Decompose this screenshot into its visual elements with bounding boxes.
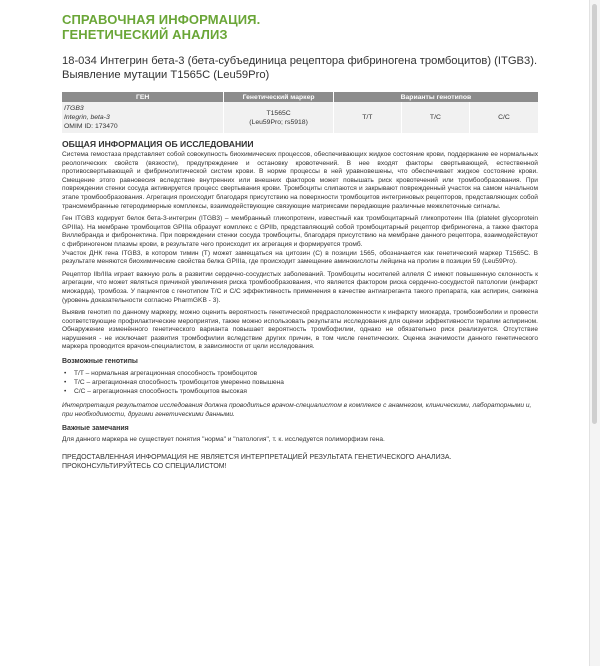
marker-cell [224, 102, 333, 133]
scrollbar[interactable] [589, 0, 600, 666]
interpretation-note: Интерпретация результатов исследования должна проводиться врачом-специалистом в комплексе с анамнезом, клиническими, лабораторными и, при необходимости, другими генетическими данными. [62, 402, 532, 418]
general-paragraph-5: Выявив генотип по данному маркеру, можно оценить вероятность генетической предрасположенности к инфаркту миокарда, тромбоэмболии и провести соответствующие профилактические мероприятия, также можно использовать результаты исследования для оценки эффективности терапии аспирином. Обнаружение изменённого генетического варианта повышает вероятность тромбофилии, однако не обязательно риск реализуется. Отсутствие нарушения - не исключает развития тромбофилии вследствие других причин, в том числе генетических. Оценка значимости данного генетического маркера проводится врачом-специалистом, в зависимости от цели исследования. [62, 309, 538, 351]
general-paragraph-2: Ген ITGB3 кодирует белок бета-3-интегрин (ITGB3) – мембранный гликопротеин, известный как тромбоцитарный гликопротеин IIIa (platelet glycoprotein GPIIIa). На мембране тромбоцитов GPIIIa образует комплекс с GPIIb, представляющий собой тромбоцитарный рецептор фибриногена, а также фактора Виллебранда и фибронектина. При повреждении стенки сосуда тромбоциты, благодаря присутствию на мембране данного рецептора, взаимодействуют с фибриногеном плазмы крови, в результате чего происходит их агрегация и формируется тромб. [62, 215, 538, 248]
general-paragraph-1: Система гемостаза представляет собой совокупность биохимических процессов, обеспечивающих жидкое состояние крови, поддержание ее нормальных реологических свойств (вязкости), предупреждение и остановку кровотечений. В нее входят факторы свертывающей, естественной противосвертывающей и фибринолитической систем крови. В норме процессы в ней уравновешены, что обеспечивает жидкое состояние крови. Смещение этого равновесия вследствие внутренних или внешних факторов может повышать риск кровотечений или тромбообразования. При повреждении стенки сосуда активируется процесс свертывания крови. Тромбоциты слипаются и закрывают поврежденный участок на самом начальном этапе тромбообразования. Агрегация происходит благодаря присутствию на поверхности тромбоцитов интегриновых рецепторов, представляющих собой трансмембранные гетеродимерные комплексы, взаимодействующие связующие матриксами передающие различные межклеточные сигналы. [62, 151, 538, 210]
document-content [62, 12, 538, 472]
header-gene: ГЕН [62, 92, 224, 102]
genotypes-list [62, 369, 538, 396]
test-subtitle: 18-034 Интегрин бета-3 (бета-субъединица рецептора фибриногена тромбоцитов) (ITGB3). Выявление мутации T1565C (Leu59Pro) [62, 55, 538, 81]
gene-alias: Integrin, beta-3 [64, 114, 110, 121]
table-row [62, 102, 538, 133]
gene-omim: OMIM ID: 173470 [64, 123, 118, 130]
genotype-tt: T/T [333, 102, 401, 133]
general-paragraph-4: Рецептор IIb/IIIa играет важную роль в развитии сердечно-сосудистых заболеваний. Тромбоциты носителей аллеля C имеют повышенную склонность к агрегации, что может являться причиной увеличения риска тромбообразования, что является фактором риска сердечно-сосудистой патологии (инфаркт миокарда), тромбоза. У пациентов с генотипом T/C и C/C эффективность применения в качестве антиагреганта такого препарата, как аспирин, снижена (уровень доказательности согласно PharmGKB - 3). [62, 270, 538, 304]
gene-name: ITGB3 [64, 105, 84, 112]
gene-cell [62, 102, 224, 133]
title-line-1: СПРАВОЧНАЯ ИНФОРМАЦИЯ. [62, 12, 261, 27]
disclaimer [62, 453, 538, 472]
genotype-table [62, 92, 538, 133]
notes-text: Для данного маркера не существует понятия "норма" и "патология", т. к. исследуется полиморфизм гена. [62, 436, 385, 444]
general-paragraph-3: Участок ДНК гена ITGB3, в котором тимин (T) может замещаться на цитозин (C) в позиции 1565, обозначается как генетический маркер T1565C. В результате меняются биохимические свойства белка GPIIIa, где происходит замещение аминокислоты лейцина на пролин в позиции 59 (Leu59Pro). [62, 249, 538, 266]
page-title [62, 12, 538, 42]
disclaimer-line-2: ПРОКОНСУЛЬТИРУЙТЕСЬ СО СПЕЦИАЛИСТОМ! [62, 463, 227, 471]
list-item: • T/C – агрегационная способность тромбоцитов умеренно повышена [74, 378, 538, 387]
header-marker: Генетический маркер [224, 92, 333, 102]
list-item: • T/T – нормальная агрегационная способность тромбоцитов [74, 369, 538, 378]
list-item: • C/C – агрегационная способность тромбоцитов высокая [74, 387, 538, 396]
genotype-cc: C/C [469, 102, 538, 133]
title-line-2: ГЕНЕТИЧЕСКИЙ АНАЛИЗ [62, 27, 228, 42]
header-genotypes: Варианты генотипов [333, 92, 538, 102]
scrollbar-thumb[interactable] [592, 4, 597, 424]
general-info-heading: ОБЩАЯ ИНФОРМАЦИЯ ОБ ИССЛЕДОВАНИИ [62, 139, 254, 149]
disclaimer-line-1: ПРЕДОСТАВЛЕННАЯ ИНФОРМАЦИЯ НЕ ЯВЛЯЕТСЯ ИНТЕРПРЕТАЦИЕЙ РЕЗУЛЬТАТА ГЕНЕТИЧЕСКОГО АНАЛИЗА. [62, 453, 452, 461]
genotypes-heading: Возможные генотипы [62, 358, 138, 366]
marker-name: T1565C [266, 109, 291, 117]
genotype-tc: T/C [401, 102, 469, 133]
marker-rs: (Leu59Pro; rs5918) [249, 118, 308, 126]
table-header-row [62, 92, 538, 102]
notes-heading: Важные замечания [62, 425, 129, 433]
